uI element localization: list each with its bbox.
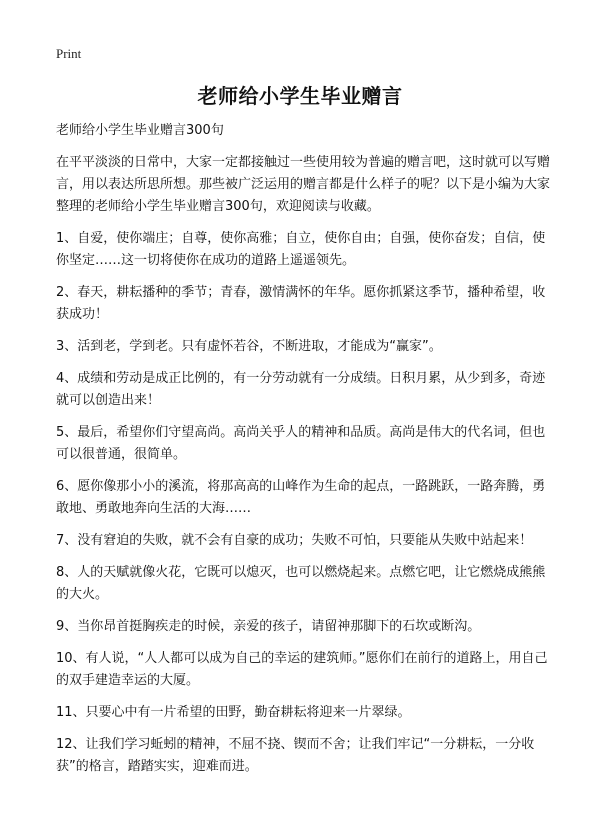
list-item: 3、活到老，学到老。只有虚怀若谷，不断进取，才能成为“赢家”。 [56,339,442,354]
list-item: 5、最后，希望你们守望高尚。高尚关乎人的精神和品质。高尚是伟大的代名词，但也可以很普通，很简单。 [56,425,546,462]
list-item: 1、自爱，使你端庄；自尊，使你高雅；自立，使你自由；自强，使你奋发；自信，使你坚定……这一切将使你在成功的道路上遥遥领先。 [56,231,546,268]
document-subtitle: 老师给小学生毕业赠言300句 [56,123,224,138]
list-item: 9、当你昂首挺胸疾走的时候，亲爱的孩子，请留神那脚下的石坎或断沟。 [56,619,481,634]
print-label: Print [56,46,82,61]
intro-paragraph: 在平平淡淡的日常中，大家一定都接触过一些使用较为普遍的赠言吧，这时就可以写赠言，用以表达所思所想。那些被广泛运用的赠言都是什么样子的呢？以下是小编为大家整理的老师给小学生毕业赠言300句，欢迎阅读与收藏。 [56,155,551,214]
document-body [56,120,556,788]
list-item: 12、让我们学习蚯蚓的精神，不屈不挠、锲而不舍；让我们牢记“一分耕耘，一分收获”的格言，踏踏实实，迎难而进。 [56,737,535,774]
list-item: 6、愿你像那小小的溪流，将那高高的山峰作为生命的起点，一路跳跃，一路奔腾，勇敢地、勇敢地奔向生活的大海…… [56,479,546,516]
page-title: 老师给小学生毕业赠言 [197,84,403,108]
list-item: 11、只要心中有一片希望的田野，勤奋耕耘将迎来一片翠绿。 [56,705,411,720]
list-item: 8、人的天赋就像火花，它既可以熄灭，也可以燃烧起来。点燃它吧，让它燃烧成熊熊的大火。 [56,565,546,602]
list-item: 7、没有窘迫的失败，就不会有自豪的成功；失败不可怕，只要能从失败中站起来！ [56,533,533,548]
list-item: 10、有人说，“人人都可以成为自己的幸运的建筑师。”愿你们在前行的道路上，用自己的双手建造幸运的大厦。 [56,651,548,688]
list-item: 2、春天，耕耘播种的季节；青春，激情满怀的年华。愿你抓紧这季节，播种希望，收获成功！ [56,285,546,322]
list-item: 4、成绩和劳动是成正比例的，有一分劳动就有一分成绩。日积月累，从少到多，奇迹就可以创造出来！ [56,371,546,408]
